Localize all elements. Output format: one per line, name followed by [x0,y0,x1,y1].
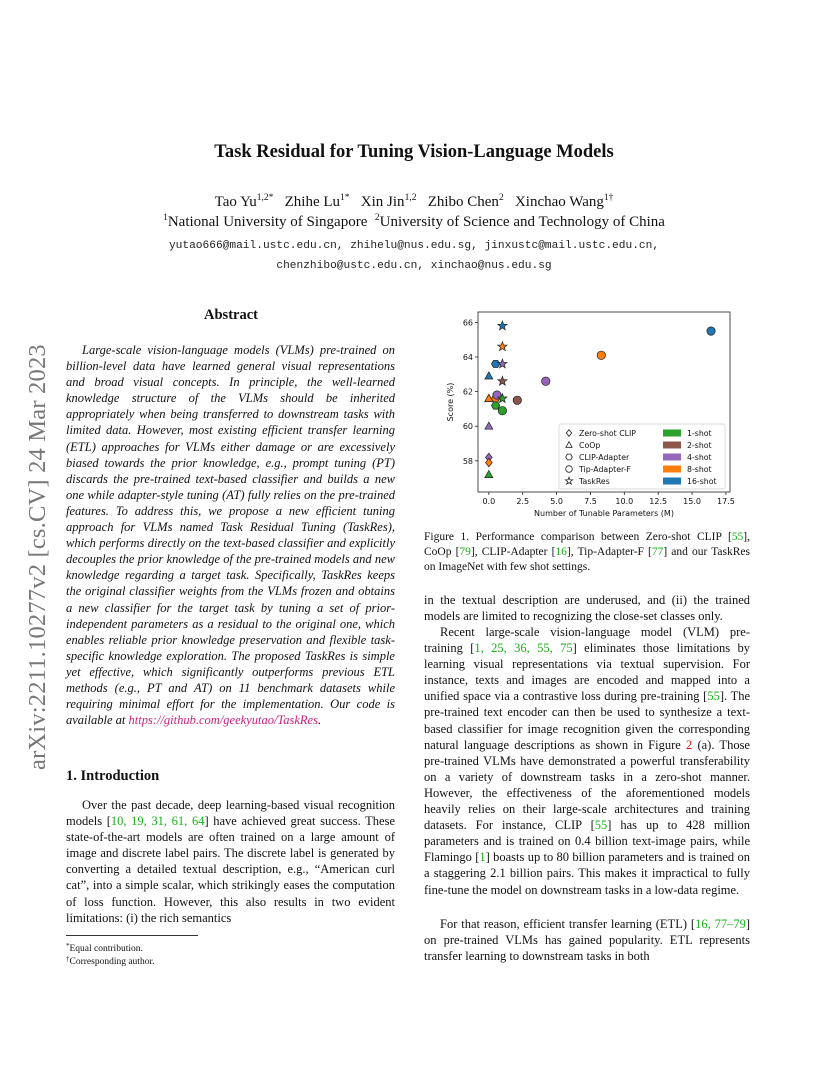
x-tick-label: 12.5 [649,497,668,506]
x-tick-label: 17.5 [717,497,735,506]
author-name: Xin Jin [360,194,405,210]
data-point [485,422,493,429]
data-point [542,377,550,385]
body-text: (a). Those pre-trained VLMs have demonstrated a powerful transferability on a variety of downstream tasks in a zero-shot manner. However, the effectiveness of the aforementioned models heavily relies on their large-scale architectures and training datasets. For instance, CLIP [ [424,737,750,833]
abstract-text: Large-scale vision-language models (VLMs) pre-trained on billion-level data have learned general visual representations and broad visual concepts. In principle, the well-learned knowledge structure of the VLMs should be inherited appropriately when being transferred to downstream tasks with limited data. However, most existing efficient transfer learning (ETL) approaches for VLMs either damage or are excessively biased towards the prior knowledge, e.g., prompt tuning (PT) discards the pre-trained text-based classifier and builds a new one while adapter-style tuning (AT) fully relies on the pre-trained features. To address this, we propose a new efficient tuning approach for VLMs named Task Residual Tuning (TaskRes), which performs directly on the text-based classifier and explicitly decouples the prior knowledge of the pre-trained models and new knowledge regarding a target task. Specifically, TaskRes keeps the original classifier weights from the VLMs frozen and obtains a new classifier for the target task by tuning a set of prior-independent parameters as a residual to the original one, which enables reliable prior knowledge preservation and flexible task-specific knowledge exploration. The proposed TaskRes is simple yet effective, which significantly outperforms previous ETL methods (e.g., PT and AT) on 11 benchmark datasets while requiring minimal effort for the implementation. Our code is available at [66,343,395,728]
body-text: For that reason, efficient transfer learning (ETL) [ [440,917,696,931]
y-tick-label: 66 [462,318,473,328]
citation-link[interactable]: 16, 77–79 [695,917,746,931]
author-list [0,193,828,211]
data-point [485,372,493,379]
right-paragraph-1: in the textual description are underused, and (ii) the trained models are limited to recognizing the close-set classes only. [424,593,750,624]
x-tick-label: 10.0 [615,497,634,506]
affiliation-list [0,213,828,231]
data-point [485,458,492,466]
data-point [485,470,493,477]
body-text: Recent large-scale vision-language model (VLM) pre-training [ [424,625,750,656]
x-tick-label: 0.0 [482,497,496,506]
citation-link[interactable]: 1 [479,850,486,865]
body-text: ]. The pre-trained text encoder can then be used to synthesize a text-based classifier for image recognition given the corresponding natural language descriptions as shown in Figure [424,689,750,752]
data-point [597,351,605,359]
author-mark: 1† [603,193,614,203]
x-tick-label: 7.5 [584,497,597,506]
body-text: ] eliminates those limitations by learning visual representations via textual supervision. For instance, texts and images are encoded and mapped into a unified space via a contrastive loss during pre-training [ [424,641,751,704]
arxiv-sidebar-stamp: arXiv:2211.10277v2 [cs.CV] 24 Mar 2023 [24,344,51,770]
abstract-body: Large-scale vision-language models (VLMs) pre-trained on billion-level data have learned general visual representations and broad visual concepts. In principle, the well-learned knowledge structure of the VLMs should be inherited appropriately when being transferred to downstream tasks with limited data. However, most existing efficient transfer learning (ETL) approaches for VLMs either damage or are excessively biased towards the prior knowledge, e.g., prompt tuning (PT) discards the pre-trained text-based classifier and builds a new one while adapter-style tuning (AT) fully relies on the pre-trained features. To address this, we propose a new efficient tuning approach for VLMs named Task Residual Tuning (TaskRes), which performs directly on the text-based classifier and explicitly decouples the prior knowledge of the pre-trained models and new knowledge regarding a target task. Specifically, TaskRes keeps the original classifier weights from the VLMs frozen and obtains a new classifier for the target task by tuning a set of prior-independent parameters as a residual to the original one, which enables reliable prior knowledge preservation and flexible task-specific knowledge exploration. The proposed TaskRes is simple yet effective, which significantly outperforms previous ETL methods (e.g., PT and AT) on 11 benchmark datasets while requiring minimal effort for the implementation. Our code is available at https://github.com/geekyutao/TaskRes. [66,343,395,728]
body-text: ] boasts up to 80 billion parameters and is trained on a staggering 2.1 billion pairs. This makes it impractical to fully fine-tune the model on downstream tasks in a low-data regime. [424,850,750,897]
data-point [498,321,507,330]
figure-ref-link[interactable]: 2 [686,737,693,752]
author-mark: 1,2* [256,193,274,203]
x-tick-label: 5.0 [550,497,563,506]
legend-label: Tip-Adapter-F [579,465,632,474]
x-axis-label: Number of Tunable Parameters (M) [534,509,674,518]
email-line: yutao666@mail.ustc.edu.cn, zhihelu@nus.edu.sg, jinxustc@mail.ustc.edu.cn, [168,240,660,252]
data-point [498,359,507,368]
email-line: chenzhibo@ustc.edu.cn, xinchao@nus.edu.sg [276,260,552,272]
caption-text: ], CLIP-Adapter [ [470,546,556,558]
legend-label: TaskRes [579,477,610,486]
intro-heading: 1. Introduction [66,768,160,784]
footnote-mark: † [66,955,70,963]
caption-text: ], Tip-Adapter-F [ [566,546,652,558]
author-name: Zhibo Chen [427,194,499,210]
right-paragraph-2 [424,624,750,898]
legend-label: Zero-shot CLIP [579,429,636,438]
author-name: Xinchao Wang [514,194,604,210]
data-point [491,402,499,409]
caption-text: ] and our TaskRes on ImageNet with few shot settings. [424,546,751,573]
caption-text: Figure 1. Performance comparison between Zero-shot CLIP [ [424,531,732,543]
email-list [0,236,828,276]
right-paragraph-3 [424,916,750,964]
code-link[interactable]: https://github.com/geekyutao/TaskRes [128,713,318,728]
abstract-heading: Abstract [204,307,258,323]
citation-link[interactable]: 79 [459,546,471,558]
legend-swatch [663,442,681,449]
data-point [491,360,499,367]
legend-label: CoOp [579,441,601,450]
legend-label: 16-shot [687,477,717,486]
figure-caption [424,530,750,575]
footnote-text: Equal contribution. [69,944,143,954]
intro-text: Over the past decade, deep learning-based visual recognition models [ [66,798,395,829]
x-tick-label: 15.0 [683,497,701,506]
author-mark: 1* [340,193,350,203]
footnote-rule [66,935,198,936]
citation-link[interactable]: 55 [707,689,720,704]
affiliation-mark: 2 [374,213,380,223]
data-point [498,376,507,385]
legend-label: 2-shot [687,441,712,450]
author-name: Tao Yu [214,194,257,210]
body-text: ] on pre-trained VLMs has gained popularity. ETL represents transfer learning to downstream tasks in both [424,917,751,964]
y-tick-label: 64 [462,353,473,362]
legend-swatch [663,430,681,437]
intro-paragraph [66,797,395,926]
y-axis-label: Score (%) [446,382,455,422]
legend-label: 4-shot [687,453,712,462]
y-tick-label: 62 [462,387,473,397]
paper-title: Task Residual for Tuning Vision-Language Models [214,142,614,162]
affiliation-mark: 1 [163,213,168,223]
legend-swatch [663,454,681,461]
footnote-text: Corresponding author. [69,957,155,967]
author-mark: 1,2 [404,193,417,203]
body-text: ] has up to 428 million parameters and is trained on 0.4 billion text-image pairs, while Flamingo [ [424,818,750,865]
citation-link[interactable]: 55 [731,531,744,543]
affiliation-name: National University of Singapore [167,214,368,230]
footnote-mark: * [66,942,70,950]
affiliation-name: University of Science and Technology of China [379,214,665,230]
citation-link[interactable]: 10, 19, 31, 61, 64 [110,814,205,829]
legend-label: 8-shot [687,465,712,474]
author-mark: 2 [498,193,504,203]
intro-text: ] have achieved great success. These state-of-the-art models are often trained on a large amount of image and discrete label pairs. The discrete label is generated by converting a detailed textual description, e.g., “American curl cat”, into a simple scalar, which strikingly eases the computation of loss function. However, this also results in two evident limitations: (i) the rich semantics [66,814,395,925]
citation-link[interactable]: 1, 25, 36, 55, 75 [474,641,573,656]
legend-label: 1-shot [687,429,712,438]
legend-swatch [663,466,681,473]
footnote-corresponding [66,953,154,968]
citation-link[interactable]: 16 [555,546,567,558]
caption-text: ], CoOp [ [424,531,750,558]
legend-swatch [663,478,681,485]
y-tick-label: 60 [462,422,473,432]
legend-label: CLIP-Adapter [579,453,630,462]
figure-1-scatter-chart [440,306,740,526]
citation-link[interactable]: 77 [651,546,664,558]
data-point [513,396,521,404]
author-name: Zhihe Lu [284,194,341,210]
y-tick-label: 58 [462,456,473,466]
x-tick-label: 2.5 [516,497,530,506]
data-point [498,342,507,351]
citation-link[interactable]: 55 [594,818,608,833]
data-point [498,406,506,414]
data-point [707,327,715,335]
